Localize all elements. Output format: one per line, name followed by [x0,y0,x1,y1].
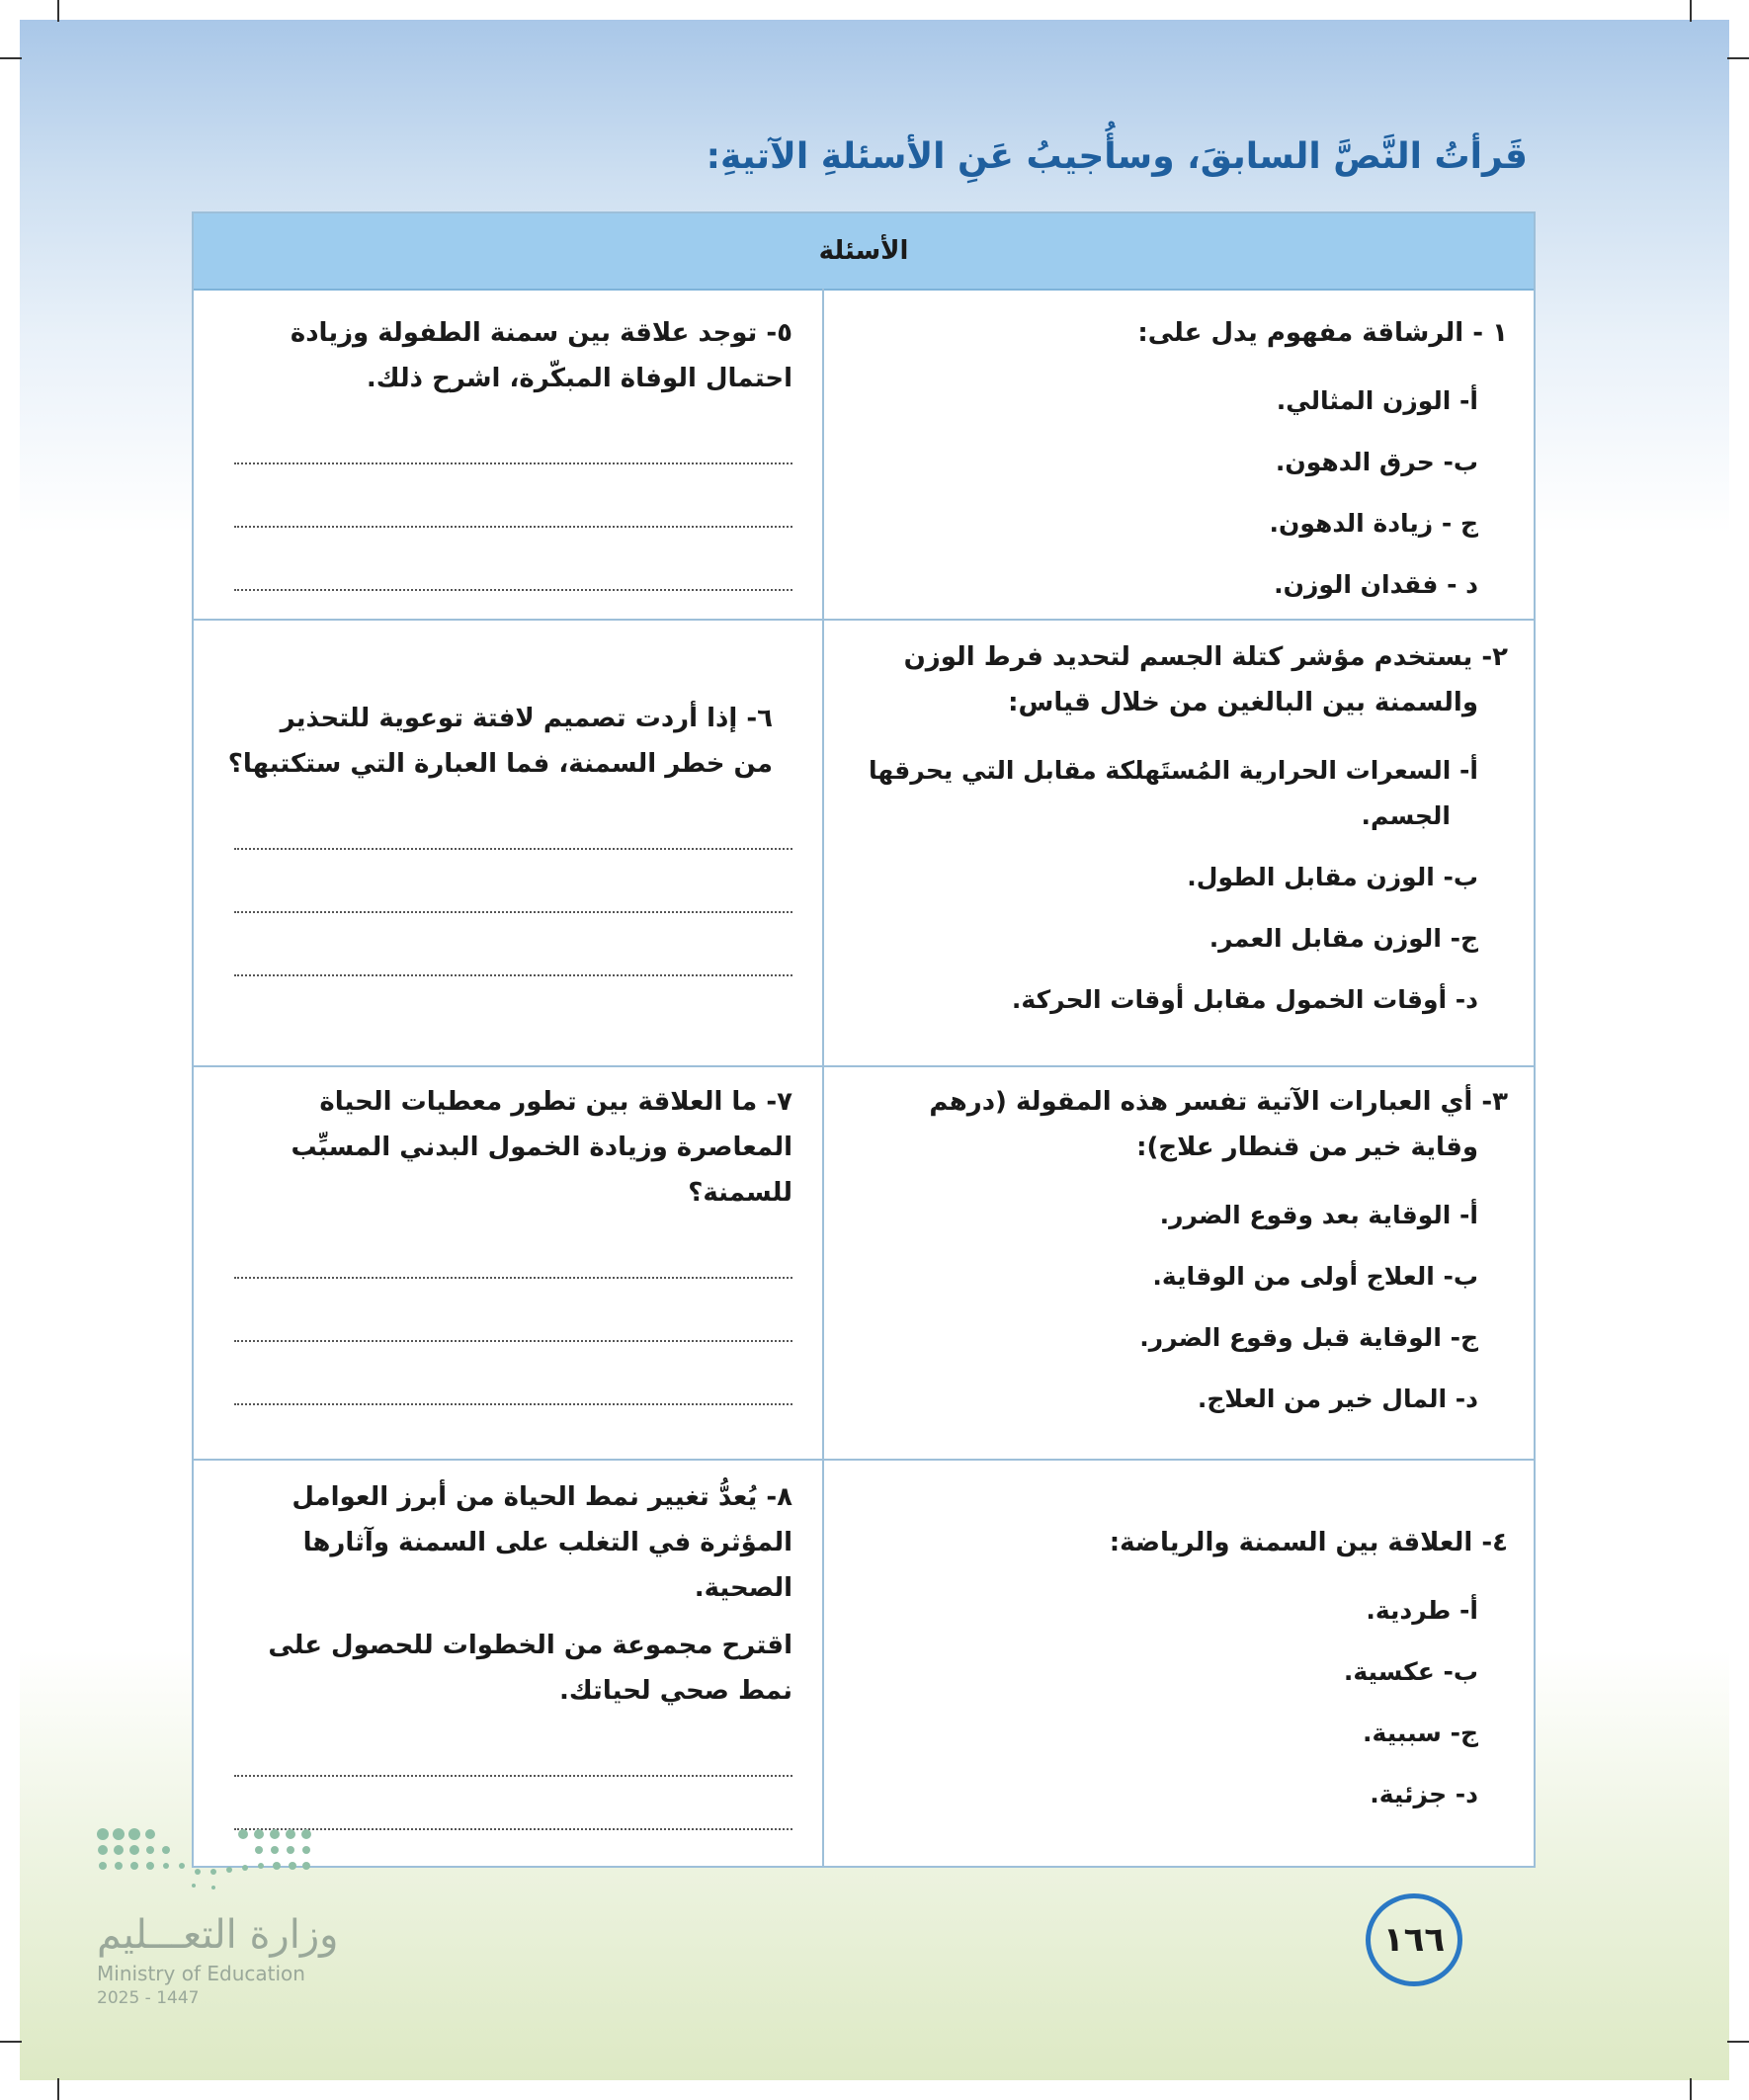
question-7-text: المعاصرة وزيادة الخمول البدني المسبِّب [291,1133,792,1162]
crop-mark [57,2078,59,2100]
question-8-text: المؤثرة في التغلب على السمنة وآثارها [302,1528,792,1557]
instruction-heading: قَرأتُ النَّصَّ السابقَ، وسأُجيبُ عَنِ الأسئلةِ الآتيةِ: [706,136,1528,177]
column-divider [822,289,824,1868]
crop-mark [1690,2078,1692,2100]
answer-line[interactable] [234,1403,792,1405]
question-1-option: أ- الوزن المثالي. [1276,386,1478,415]
crop-mark [1727,2041,1749,2043]
answer-line[interactable] [234,1775,792,1777]
question-1-option: د - فقدان الوزن. [1274,570,1478,599]
question-6 [219,696,792,976]
crop-mark [1727,57,1749,59]
page-number: ١٦٦ [1366,1893,1462,1986]
question-4-option: ب- عكسية. [1343,1657,1478,1686]
question-2-option: د- أوقات الخمول مقابل أوقات الحركة. [1011,985,1478,1014]
question-1-text: ١ - الرشاقة مفهوم يدل على: [1137,318,1508,348]
question-2-option: الجسم. [1361,801,1451,830]
crop-mark [0,57,22,59]
question-4-option: أ- طردية. [1366,1596,1478,1625]
answer-line[interactable] [234,848,792,850]
question-2-text: والسمنة بين البالغين من خلال قياس: [1008,688,1478,717]
question-4-option: د- جزئية. [1370,1780,1478,1808]
question-7-text: ٧- ما العلاقة بين تطور معطيات الحياة [319,1087,792,1117]
question-2-option: أ- السعرات الحرارية المُستَهلكة مقابل التي يحرقها [869,756,1478,785]
question-4 [826,1520,1508,1810]
ministry-name-english: Ministry of Education [97,1962,305,1985]
question-2 [826,634,1508,1016]
answer-line[interactable] [234,589,792,591]
answer-line[interactable] [234,1277,792,1279]
answer-line[interactable] [234,1340,792,1342]
answer-line[interactable] [234,974,792,976]
question-8-prompt: اقترح مجموعة من الخطوات للحصول على [268,1631,792,1660]
questions-table [192,211,1536,1868]
question-4-text: ٤- العلاقة بين السمنة والرياضة: [1109,1528,1508,1557]
answer-line[interactable] [234,526,792,528]
question-2-text: ٢- يستخدم مؤشر كتلة الجسم لتحديد فرط الوزن [903,642,1508,672]
question-1 [826,310,1508,601]
row-divider [194,1459,1534,1461]
question-3 [826,1079,1508,1415]
answer-line[interactable] [234,911,792,913]
row-divider [194,619,1534,621]
question-5-text: ٥- توجد علاقة بين سمنة الطفولة وزيادة [290,318,792,348]
question-7-text: للسمنة؟ [688,1178,792,1208]
question-1-option: ج - زيادة الدهون. [1269,509,1478,538]
crop-mark [57,0,59,22]
question-4-option: ج- سببية. [1363,1719,1478,1747]
answer-line[interactable] [234,462,792,464]
ministry-name-arabic: وزارة التعـــليم [97,1912,339,1958]
question-6-text: من خطر السمنة، فما العبارة التي ستكتبها؟ [227,749,773,779]
crop-mark [1690,0,1692,22]
question-8-text: الصحية. [694,1573,792,1603]
question-8-prompt: نمط صحي لحياتك. [558,1676,792,1706]
question-1-option: ب- حرق الدهون. [1275,448,1478,476]
question-3-option: أ- الوقاية بعد وقوع الضرر. [1159,1201,1478,1229]
question-7 [219,1079,792,1405]
question-3-text: ٣- أي العبارات الآتية تفسر هذه المقولة (درهم [929,1087,1508,1117]
ministry-year: 2025 - 1447 [97,1988,200,2008]
question-5-text: احتمال الوفاة المبكّرة، اشرح ذلك. [366,364,792,393]
question-3-option: ج- الوقاية قبل وقوع الضرر. [1139,1323,1478,1352]
question-6-text: ٦- إذا أردت تصميم لافتة توعوية للتحذير [280,704,773,733]
table-header: الأسئلة [194,213,1534,291]
question-3-option: ب- العلاج أولى من الوقاية. [1152,1262,1478,1291]
question-2-option: ب- الوزن مقابل الطول. [1187,863,1478,891]
question-3-option: د- المال خير من العلاج. [1197,1385,1478,1413]
question-2-option: ج- الوزن مقابل العمر. [1208,924,1478,953]
question-8-text: ٨- يُعدُّ تغيير نمط الحياة من أبرز العوامل [292,1482,792,1512]
row-divider [194,1065,1534,1067]
question-8 [219,1474,792,1830]
question-3-text: وقاية خير من قنطار علاج): [1136,1133,1478,1162]
question-5 [219,310,792,591]
crop-mark [0,2041,22,2043]
